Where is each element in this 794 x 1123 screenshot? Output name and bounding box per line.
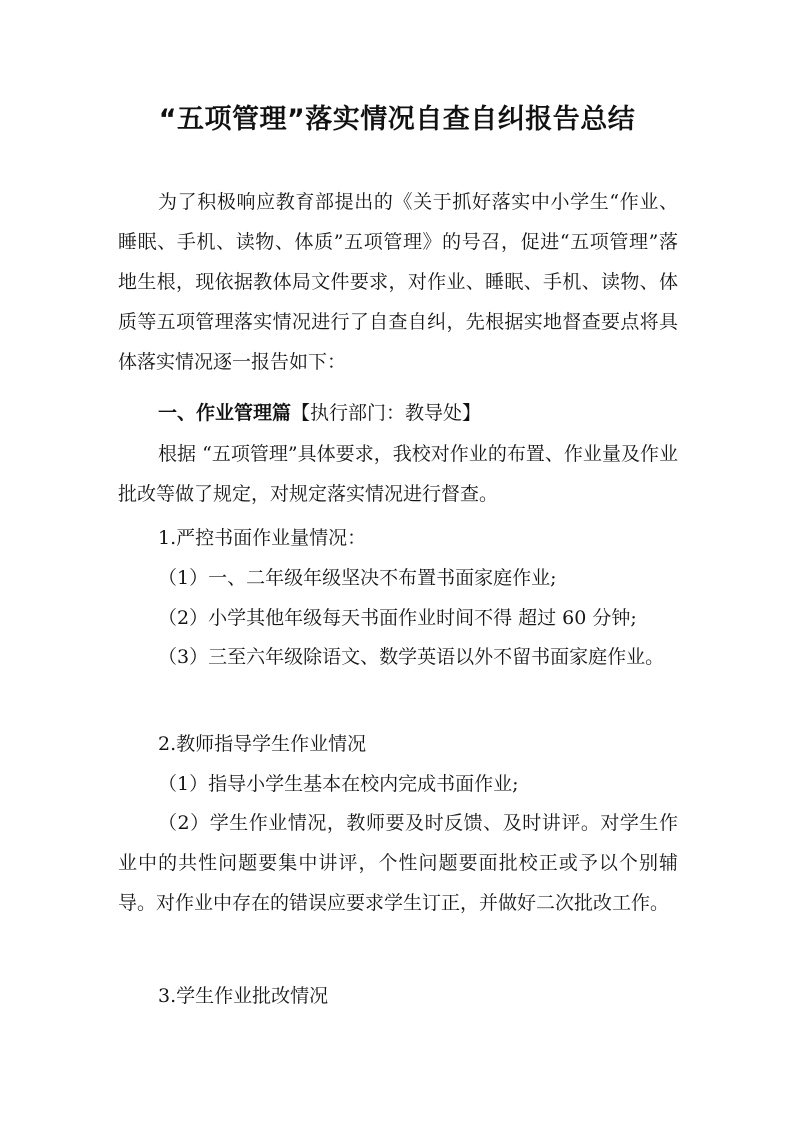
intro-paragraph: 为了积极响应教育部提出的《关于抓好落实中小学生“作业、睡眠、手机、读物、体质”五项管理》的号召，促进“五项管理”落地生根，现依据教体局文件要求，对作业、睡眠、手机、读物、体质等五项管理落实情况进行了自查自纠，先根据实地督查要点将具体落实情况逐一报告如下： xyxy=(118,191,678,373)
section-heading-department: 【执行部门：教导处】 xyxy=(291,402,482,424)
item1-sub3: （3）三至六年级除语文、数学英语以外不留书面家庭作业。 xyxy=(158,646,665,668)
item2-title: 2.教师指导学生作业情况 xyxy=(158,733,367,755)
section-heading-title: 一、作业管理篇 xyxy=(158,402,292,424)
item3-title: 3.学生作业批改情况 xyxy=(158,985,329,1007)
item1-sub2: （2）小学其他年级每天书面作业时间不得 超过 60 分钟; xyxy=(158,607,637,629)
homework-intro-paragraph: 根据 “五项管理”具体要求，我校对作业的布置、作业量及作业批改等做了规定，对规定落实情况进行督查。 xyxy=(118,443,678,505)
item1-title: 1.严控书面作业量情况： xyxy=(158,527,367,549)
document-title: “五项管理”落实情况自查自纠报告总结 xyxy=(158,104,636,135)
item1-sub1: （1）一、二年级年级坚决不布置书面家庭作业; xyxy=(158,567,557,589)
item2-sub1: （1）指导小学生基本在校内完成书面作业; xyxy=(158,773,519,795)
item2-sub2: （2）学生作业情况，教师要及时反馈、及时讲评。对学生作业中的共性问题要集中讲评，个性问题要面批校正或予以个别辅导。对作业中存在的错误应要求学生订正，并做好二次批改工作。 xyxy=(118,812,678,914)
section-heading xyxy=(118,400,678,426)
